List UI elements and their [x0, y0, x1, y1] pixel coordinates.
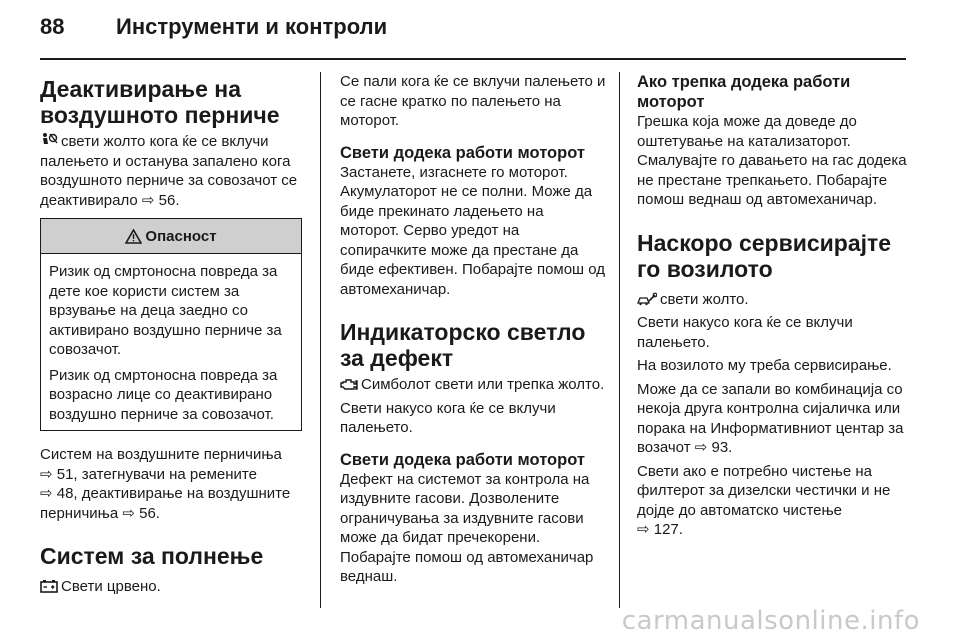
page-number: 88 [40, 14, 65, 39]
mil-ignition-paragraph: Свети накусо кога ќе се вклучи палењето. [340, 399, 556, 436]
ref-arrow-icon: ⇨ [141, 191, 155, 209]
page-ref[interactable]: 56. [158, 191, 180, 209]
page-title: Инструменти и контроли [116, 14, 388, 39]
service-paragraph: свети жолто. [637, 290, 917, 310]
heading-lit-while-running-2: Свети додека работи моторот [340, 450, 585, 469]
car-wrench-icon [637, 292, 657, 306]
page-ref[interactable]: 93. [711, 439, 733, 456]
warning-triangle-icon [125, 229, 142, 244]
column-divider-1 [320, 72, 321, 608]
warning-paragraph-1: Ризик од смртоносна повреда за дете кое користи систем за врзување на деца заедно со активирано воздушно перниче за совозачот. [49, 263, 282, 358]
watermark: carmanualsonline.info [621, 606, 920, 636]
engine-icon [340, 377, 358, 391]
dpf-paragraph: Свети ако е потребно чистење на филтерот за дизелски честички и не дојде до автоматско чистење ⇨ 127. [637, 462, 891, 538]
heading-airbag-deactivation: Деактивирање на воздушното перниче [40, 76, 280, 128]
emission-fault-paragraph: Дефект на системот за контрола на издувните гасови. Дозволените ограничувања за издувните гасови може да бидат пречекорени. Побарајте помош од автомеханичар веднаш. [340, 470, 594, 585]
column-2 [340, 72, 606, 587]
warning-paragraph-2: Ризик од смртоносна повреда за возрасно лице со деактивирано воздушно перниче за совозачот. [49, 366, 278, 423]
charging-intro: Се пали кога ќе се вклучи палењето и се гасне кратко по палењето на моторот. [340, 73, 606, 129]
heading-flashes-while-running: Ако трепка додека работи моторот [637, 73, 851, 111]
page-ref[interactable]: 48, деактивирање на воздушните перничиња [40, 485, 291, 522]
airbag-paragraph: свети жолто кога ќе се вклучи палењето и останува запалено кога воздушното перниче за совозачот се деактивирало ⇨ 56. [40, 133, 298, 209]
ref-arrow-icon: ⇨ [637, 521, 650, 538]
airbag-off-icon [40, 132, 58, 148]
column-divider-2 [619, 72, 620, 608]
warning-title: Опасност [145, 227, 217, 245]
charging-fault-paragraph: Застанете, изгаснете го моторот. Акумулаторот не се полни. Може да биде прекинато ладењето на моторот. Серво уредот на сопирачките може да престане да биде ефективен. Побарајте помош од автомеханичар. [340, 163, 606, 298]
battery-icon [40, 579, 58, 593]
needs-service-paragraph: На возилото му треба сервисирање. [637, 357, 892, 374]
ref-arrow-icon: ⇨ [122, 504, 135, 522]
page-ref[interactable]: 51, затегнувачи на ремените [56, 465, 257, 483]
ref-arrow-icon: ⇨ [694, 439, 708, 456]
mil-paragraph: Симболот свети или трепка жолто. [340, 375, 606, 395]
warning-header [41, 219, 301, 254]
heading-service-vehicle-soon: Наскоро сервисирајте го возилото [637, 229, 892, 282]
combination-paragraph: Може да се запали во комбинација со некоја друга контролна сијаличка или порака на Информативниот центар за возачот ⇨ 93. [637, 380, 904, 456]
page-header [40, 10, 920, 50]
ref-arrow-icon: ⇨ [40, 465, 53, 483]
airbag-system-paragraph: Систем на воздушните перничиња ⇨ 51, затегнувачи на ремените ⇨ 48, деактивирање на воздушните перничиња ⇨ 56. [40, 446, 291, 522]
catalyst-paragraph: Грешка која може да доведе до оштетување на катализаторот. Смалувајте го давањето на гас додека не престане трепкањето. Побарајте помош веднаш од автомеханичар. [637, 113, 907, 208]
heading-malfunction-indicator: Индикаторско светло за дефект [340, 319, 586, 371]
column-1 [40, 72, 302, 597]
warning-box [40, 218, 302, 431]
page-ref[interactable]: 127. [653, 521, 683, 538]
ref-arrow-icon: ⇨ [40, 485, 53, 502]
column-3 [637, 72, 917, 540]
warning-body [41, 254, 301, 430]
page-ref[interactable]: 56. [139, 504, 160, 522]
heading-charging-system: Систем за полнење [40, 543, 264, 569]
heading-lit-while-running: Свети додека работи моторот [340, 143, 585, 162]
header-divider [40, 58, 906, 60]
charging-paragraph: Свети црвено. [40, 577, 302, 597]
service-ignition-paragraph: Свети накусо кога ќе се вклучи палењето. [637, 314, 853, 351]
